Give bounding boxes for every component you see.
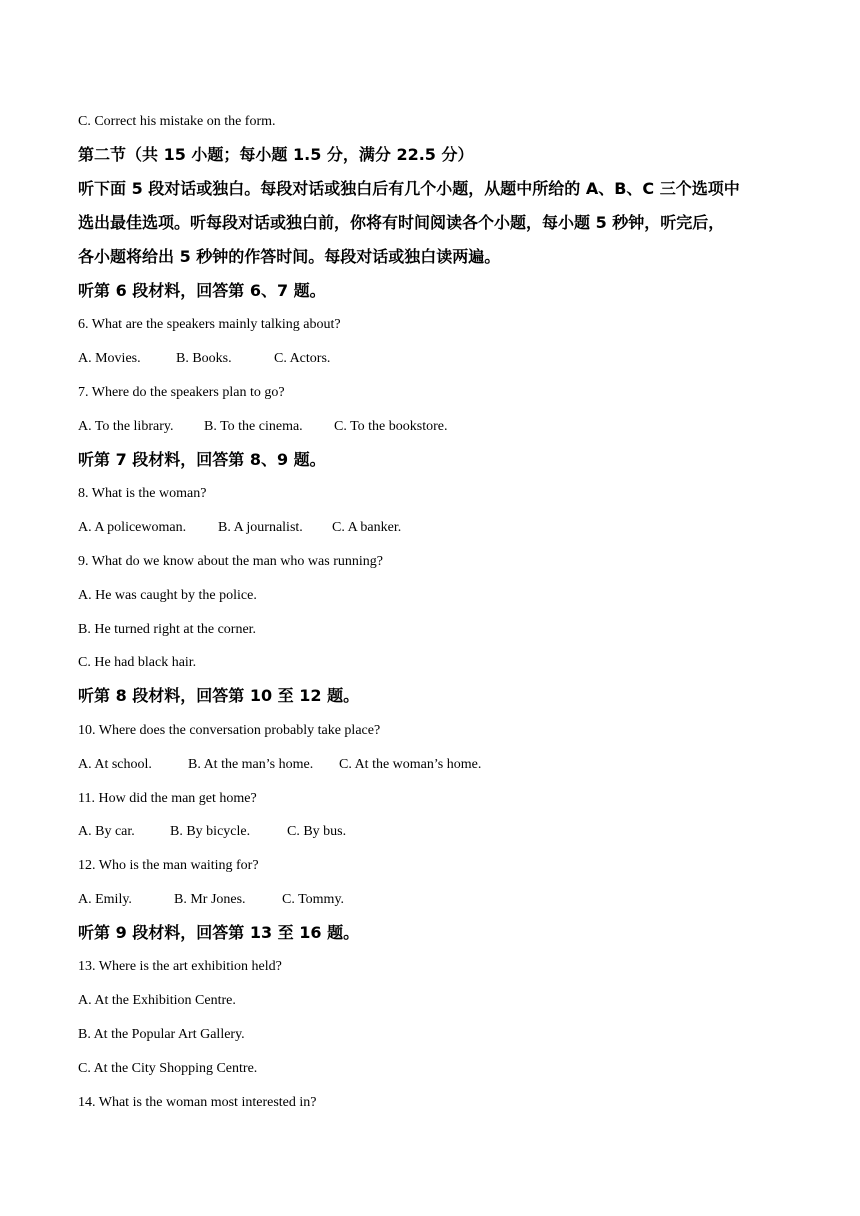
option-c: C. At the City Shopping Centre. [78,1061,258,1076]
options-12 [78,893,344,907]
option-b: B. Mr Jones. [174,892,246,907]
options-8 [78,521,401,535]
option-b: B. Books. [176,351,232,366]
option-b: B. A journalist. [218,520,303,535]
question-9: 9. What do we know about the man who was running? [78,554,383,569]
option-a: A. By car. [78,824,135,839]
option-b: B. At the Popular Art Gallery. [78,1027,245,1042]
option-b: B. To the cinema. [204,419,303,434]
material-heading: 听第 9 段材料，回答第 13 至 16 题。 [78,923,360,942]
question-12: 12. Who is the man waiting for? [78,858,259,873]
question-14: 14. What is the woman most interested in? [78,1095,317,1110]
option-c: C. Tommy. [282,892,345,907]
option-a: A. A policewoman. [78,520,187,535]
option-c: C. To the bookstore. [334,419,448,434]
material-heading: 听第 8 段材料，回答第 10 至 12 题。 [78,686,360,705]
material-heading: 听第 7 段材料，回答第 8、9 题。 [78,450,326,469]
options-6 [78,352,330,366]
option-b: B. He turned right at the corner. [78,622,257,637]
options-11 [78,825,346,839]
material-heading: 听第 6 段材料，回答第 6、7 题。 [78,281,326,300]
option-a: A. Movies. [78,351,141,366]
question-7: 7. Where do the speakers plan to go? [78,385,285,400]
option-a: A. He was caught by the police. [78,588,257,603]
option-a: A. Emily. [78,892,132,907]
instruction-line: 各小题将给出 5 秒钟的作答时间。每段对话或独白读两遍。 [78,247,501,266]
question-8: 8. What is the woman? [78,486,207,501]
options-10 [78,758,481,772]
option-c: C. A banker. [332,520,402,535]
option-c: C. By bus. [287,824,347,839]
option-a: A. To the library. [78,419,174,434]
options-7 [78,420,447,434]
option-c: C. He had black hair. [78,655,197,670]
option-b: B. At the man’s home. [188,757,314,772]
question-13: 13. Where is the art exhibition held? [78,959,282,974]
option-line: C. Correct his mistake on the form. [78,114,276,129]
option-b: B. By bicycle. [170,824,251,839]
question-11: 11. How did the man get home? [78,791,257,806]
option-c: C. Actors. [274,351,331,366]
instruction-line: 选出最佳选项。听每段对话或独白前，你将有时间阅读各个小题，每小题 5 秒钟，听完后， [78,213,725,232]
question-6: 6. What are the speakers mainly talking about? [78,317,341,332]
option-a: A. At the Exhibition Centre. [78,993,236,1008]
question-10: 10. Where does the conversation probably take place? [78,723,381,738]
section-heading: 第二节（共 15 小题；每小题 1.5 分，满分 22.5 分） [78,145,474,164]
instruction-line: 听下面 5 段对话或独白。每段对话或独白后有几个小题，从题中所给的 A、B、C 三个选项中 [78,179,740,198]
option-a: A. At school. [78,757,152,772]
option-c: C. At the woman’s home. [339,757,482,772]
